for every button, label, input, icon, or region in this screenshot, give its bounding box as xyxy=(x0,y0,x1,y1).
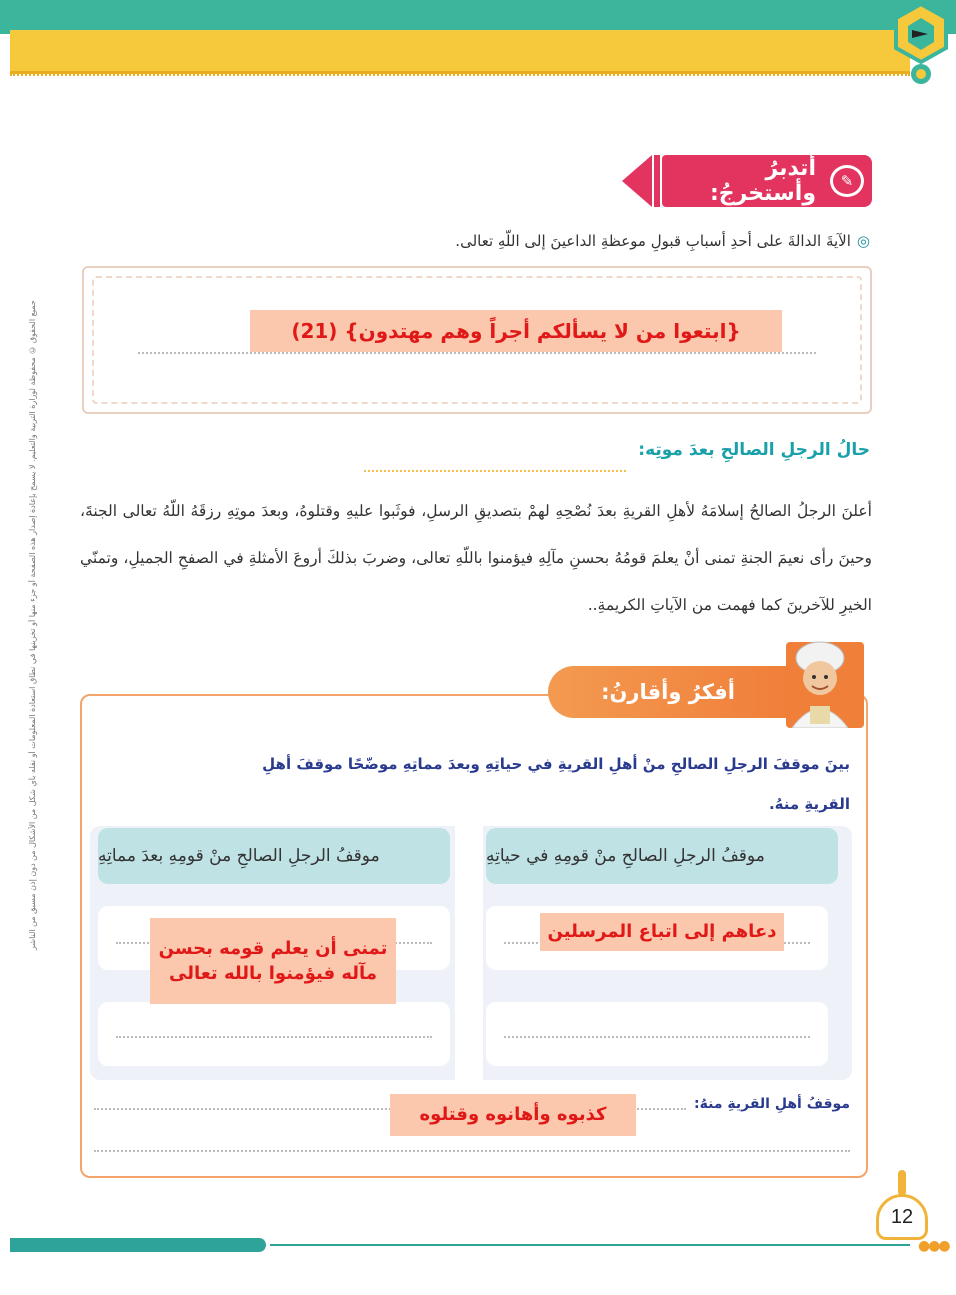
column-header-life xyxy=(486,828,838,884)
column-header-death xyxy=(98,828,450,884)
village-answer: كذبوه وأهانوه وقتلوه xyxy=(390,1094,636,1136)
column-separator xyxy=(455,826,483,1082)
ornament-logo-icon xyxy=(892,0,950,96)
student-avatar-icon xyxy=(776,628,864,728)
title-bar xyxy=(654,155,660,207)
cell-dotted-line xyxy=(504,1036,810,1038)
bullet-icon: ◎ xyxy=(856,232,870,250)
cell-life-2 xyxy=(486,1002,828,1066)
answer-life: دعاهم إلى اتباع المرسلين xyxy=(540,913,784,951)
section3-question: بينَ موقفَ الرجلِ الصالحِ منْ أهلِ القريةِ في حياتِهِ وبعدَ مماتِهِ موضّحًا موقفَ أهلِ القريةِ منهُ. xyxy=(262,755,850,813)
footer-line xyxy=(270,1244,910,1246)
section3-title: أفكرُ وأقارنُ: xyxy=(548,666,788,718)
section2-underline xyxy=(364,470,626,472)
pencil-note-icon: ✎ xyxy=(830,165,864,197)
section2-title: حالُ الرجلِ الصالحِ بعدَ موتِه: xyxy=(638,440,870,460)
page-number: 12 xyxy=(876,1194,928,1240)
section2-paragraph: أعلنَ الرجلُ الصالحُ إسلامَهُ لأهلِ القريةِ بعدَ نُصْحِهِ لهمْ بتصديقِ الرسلِ، فوثَبوا عليهِ وقتلوهُ، وبعدَ موتِهِ رزقَهُ اللّهُ تعالى الجنةَ، وحينَ رأى نعيمَ الجنةِ تمنى أنْ يعلمَ قومُهُ بحسنِ مآلِهِ فيؤمنوا باللّهِ تعالى، وضربَ بذلكَ أروعَ الأمثلةِ في الصفحِ الجميلِ، وتمنّي الخيرِ للآخرينَ كما فهمت من الآياتِ الكريمةِ.. xyxy=(80,502,872,614)
section1-title: أتدبرُ وأستخرجُ: xyxy=(709,156,816,206)
village-label: موقفُ أهلِ القريةِ منهُ: xyxy=(694,1096,850,1112)
header-top-band xyxy=(0,0,956,34)
answer-dotted-line xyxy=(138,352,816,354)
header-yellow-band xyxy=(10,30,910,74)
section1-question xyxy=(70,232,870,250)
answer-death: تمنى أن يعلم قومه بحسن مآله فيؤمنوا بالله تعالى xyxy=(150,918,396,1004)
footer-bar xyxy=(10,1238,266,1252)
village-dotted-line-2 xyxy=(94,1150,850,1152)
cell-dotted-line xyxy=(116,1036,432,1038)
title-arrow xyxy=(622,155,652,207)
copyright-side-note: جميع الحقوق © محفوظة لوزارة التربية والتعليم. لا يسمح بإعادة إصدار هذه الصفحة أو جزء منها أو تخزينها في نطاق استعادة المعلومات أو نقله بأي شكل من الأشكال من دون إذن مسبق من الناشر xyxy=(28,300,37,950)
page-number-finial xyxy=(898,1170,906,1196)
column-header-death-text: موقفُ الرجلِ الصالحِ منْ قومِهِ بعدَ مماتِهِ xyxy=(98,846,380,866)
footer-dots-icon: ●●● xyxy=(918,1238,949,1254)
title-tag xyxy=(662,155,872,207)
section1-question-text: الآيةَ الدالةَ على أحدِ أسبابِ قبولِ موعظةِ الداعينَ إلى اللّهِ تعالى. xyxy=(455,232,851,250)
cell-death-2 xyxy=(98,1002,450,1066)
section-title-reflect xyxy=(614,155,872,207)
column-header-life-text: موقفُ الرجلِ الصالحِ منْ قومِهِ في حياتِهِ xyxy=(486,846,765,866)
header-dotted-border xyxy=(10,74,910,78)
verse-answer: {ابتعوا من لا يسألكم أجراً وهم مهتدون} (21) xyxy=(250,310,782,352)
